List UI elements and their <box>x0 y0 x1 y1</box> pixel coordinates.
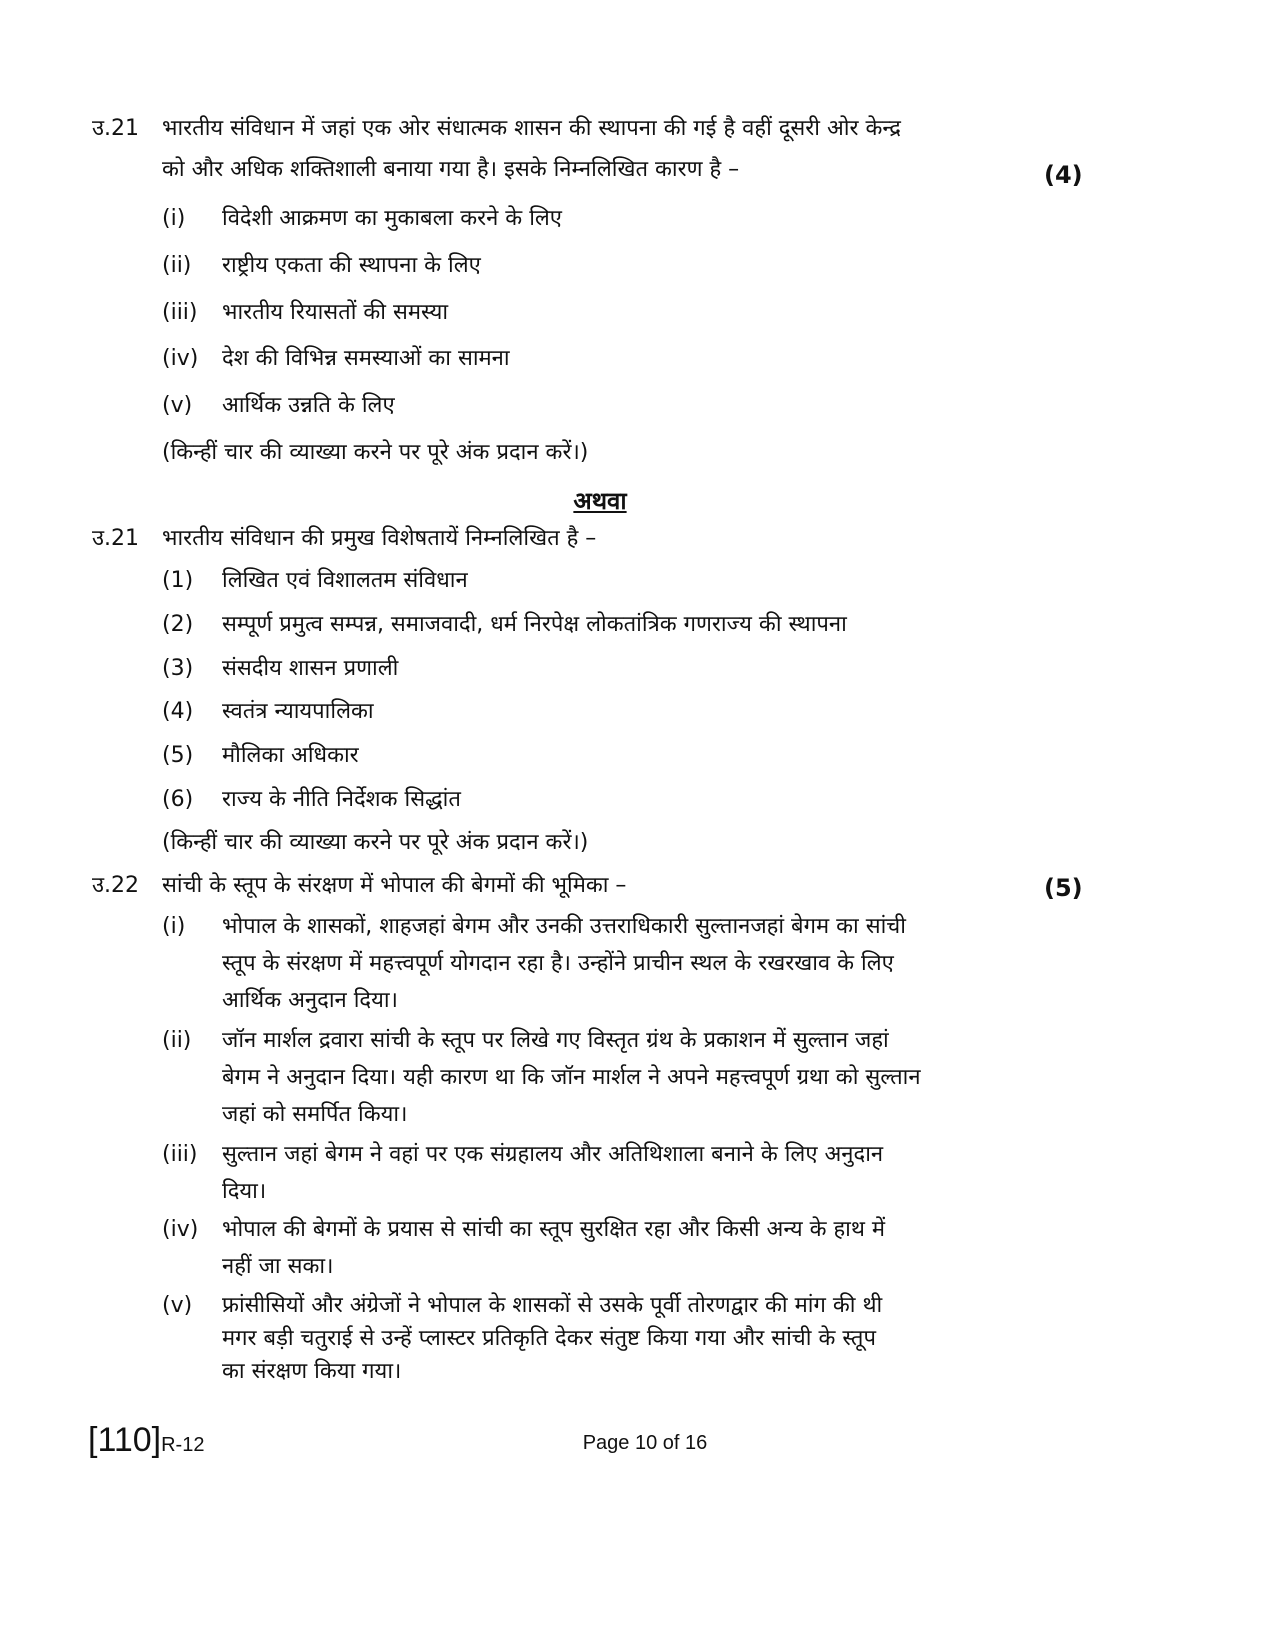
list-item-text: सम्पूर्ण प्रमुत्व सम्पन्न, समाजवादी, धर्म निरपेक्ष लोकतांत्रिक गणराज्य की स्थापना <box>222 612 847 637</box>
marks-label: (5) <box>1044 874 1083 902</box>
list-item-text: आर्थिक उन्नति के लिए <box>222 393 395 418</box>
list-item-number: (iii) <box>162 300 198 325</box>
list-item-number: (ii) <box>162 1028 192 1053</box>
list-item-number: (v) <box>162 393 193 418</box>
list-item-text-line: बेगम ने अनुदान दिया। यही कारण था कि जॉन मार्शल ने अपने महत्त्वपूर्ण ग्रथा को सुल्तान <box>222 1065 921 1090</box>
page-number: Page 10 of 16 <box>582 1432 708 1454</box>
list-item-number: (2) <box>162 612 194 637</box>
list-item-text-line: फ्रांसीसियों और अंग्रेजों ने भोपाल के शासकों से उसके पूर्वी तोरणद्वार की मांग की थी <box>222 1293 883 1318</box>
question-number: उ.21 <box>92 526 140 551</box>
list-item-text: भारतीय रियासतों की समस्या <box>222 300 449 325</box>
list-item-text: देश की विभिन्न समस्याओं का सामना <box>222 346 510 371</box>
list-item-number: (i) <box>162 914 186 939</box>
marking-note: (किन्हीं चार की व्याख्या करने पर पूरे अंक प्रदान करें।) <box>162 830 589 855</box>
list-item-text: संसदीय शासन प्रणाली <box>222 656 399 681</box>
marks-label: (4) <box>1044 161 1083 189</box>
list-item-text-line: भोपाल की बेगमों के प्रयास से सांची का स्तूप सुरक्षित रहा और किसी अन्य के हाथ में <box>222 1217 886 1242</box>
list-item-text-line: नहीं जा सका। <box>222 1254 334 1279</box>
question-number: उ.22 <box>92 873 140 898</box>
list-item-text-line: जॉन मार्शल द्रवारा सांची के स्तूप पर लिखे गए विस्तृत ग्रंथ के प्रकाशन में सुल्तान जहां <box>222 1028 889 1053</box>
list-item-number: (v) <box>162 1293 193 1318</box>
marking-note: (किन्हीं चार की व्याख्या करने पर पूरे अंक प्रदान करें।) <box>162 440 589 465</box>
list-item-text-line: आर्थिक अनुदान दिया। <box>222 988 398 1013</box>
list-item-number: (iv) <box>162 346 199 371</box>
question-number: उ.21 <box>92 116 140 141</box>
list-item-number: (iii) <box>162 1142 198 1167</box>
list-item-text: विदेशी आक्रमण का मुकाबला करने के लिए <box>222 206 562 231</box>
paper-code-main: [110] <box>88 1421 162 1459</box>
list-item-text: राज्य के नीति निर्देशक सिद्धांत <box>222 787 461 812</box>
list-item-text-line: का संरक्षण किया गया। <box>222 1359 402 1384</box>
list-item-number: (i) <box>162 206 186 231</box>
list-item-number: (ii) <box>162 253 192 278</box>
or-heading: अथवा <box>573 487 627 515</box>
list-item-number: (5) <box>162 743 194 768</box>
question-text-line: भारतीय संविधान की प्रमुख विशेषतायें निम्नलिखित है – <box>162 526 597 551</box>
list-item-text: राष्ट्रीय एकता की स्थापना के लिए <box>222 253 481 278</box>
list-item-text: स्वतंत्र न्यायपालिका <box>222 699 374 724</box>
list-item-text-line: दिया। <box>222 1179 267 1204</box>
list-item-text-line: जहां को समर्पित किया। <box>222 1102 408 1127</box>
paper-code-suffix: R-12 <box>161 1434 205 1456</box>
list-item-number: (3) <box>162 656 194 681</box>
question-text-line: को और अधिक शक्तिशाली बनाया गया है। इसके निम्नलिखित कारण है – <box>162 157 740 182</box>
list-item-number: (1) <box>162 568 194 593</box>
list-item-number: (6) <box>162 787 194 812</box>
list-item-text-line: भोपाल के शासकों, शाहजहां बेगम और उनकी उत्तराधिकारी सुल्तानजहां बेगम का सांची <box>222 914 906 939</box>
list-item-text: लिखित एवं विशालतम संविधान <box>222 568 468 593</box>
question-text-line: भारतीय संविधान में जहां एक ओर संधात्मक शासन की स्थापना की गई है वहीं दूसरी ओर केन्द्र <box>162 116 901 141</box>
list-item-text-line: सुल्तान जहां बेगम ने वहां पर एक संग्रहालय और अतिथिशाला बनाने के लिए अनुदान <box>222 1142 884 1167</box>
question-text-line: सांची के स्तूप के संरक्षण में भोपाल की बेगमों की भूमिका – <box>162 873 627 898</box>
list-item-text-line: मगर बड़ी चतुराई से उन्हें प्लास्टर प्रतिकृति देकर संतुष्ट किया गया और सांची के स्तूप <box>222 1326 876 1351</box>
list-item-number: (4) <box>162 699 194 724</box>
list-item-number: (iv) <box>162 1217 199 1242</box>
list-item-text-line: स्तूप के संरक्षण में महत्त्वपूर्ण योगदान रहा है। उन्होंने प्राचीन स्थल के रखरखाव के लिए <box>222 951 894 976</box>
list-item-text: मौलिका अधिकार <box>222 743 359 768</box>
